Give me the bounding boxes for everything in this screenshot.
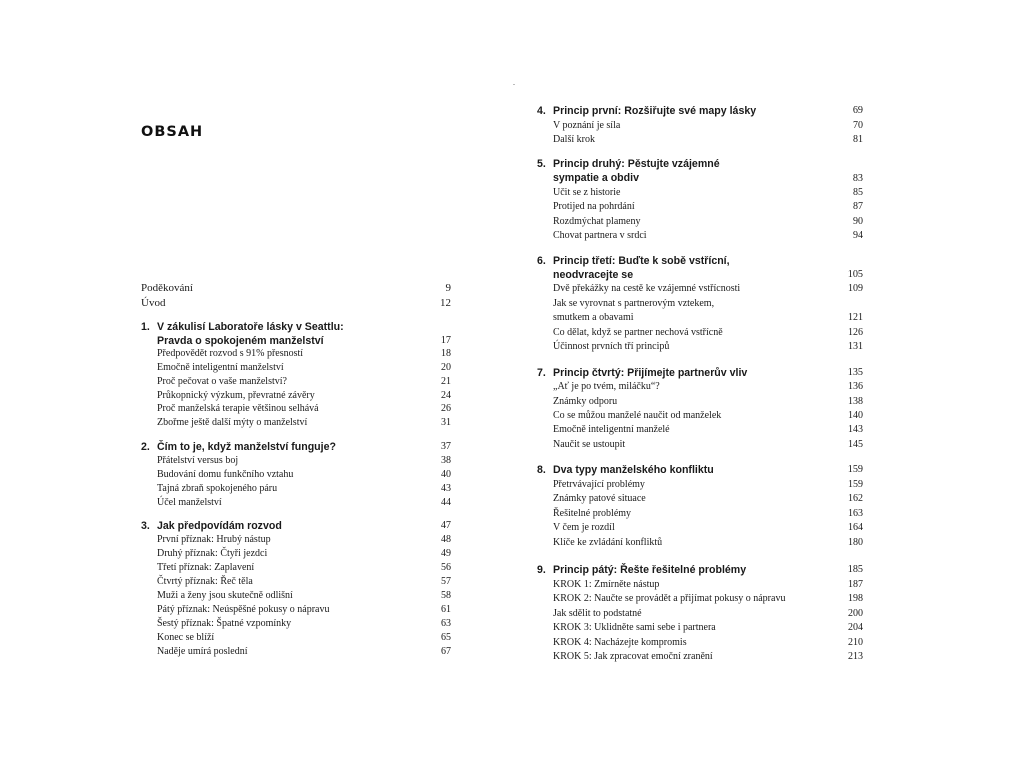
toc-subentry[interactable]: První příznak: Hrubý nástup 48: [157, 534, 451, 545]
toc-subentry[interactable]: V poznání je síla 70: [553, 120, 863, 131]
chapter-5-page: 83: [852, 173, 863, 184]
toc-subentry[interactable]: Třetí příznak: Zaplavení 56: [157, 562, 451, 573]
toc-subentry[interactable]: Přetrvávající problémy 159: [553, 479, 863, 490]
chapter-6-heading[interactable]: 6. Princip třetí: Buďte k sobě vstřícní, neodvracejte se: [537, 255, 730, 281]
toc-subentry[interactable]: Přátelství versus boj 38: [157, 455, 451, 466]
chapter-3-page: 47: [440, 520, 451, 531]
toc-subentry[interactable]: Předpovědět rozvod s 91% přesností 18: [157, 348, 451, 359]
toc-subentry[interactable]: Naučit se ustoupit 145: [553, 439, 863, 450]
chapter-4-heading[interactable]: 4. Princip první: Rozšiřujte své mapy lásky: [537, 105, 757, 117]
toc-subentry[interactable]: Čtvrtý příznak: Řeč těla 57: [157, 576, 451, 587]
toc-subentry[interactable]: Účel manželství 44: [157, 497, 451, 508]
toc-subentry[interactable]: Co dělat, když se partner nechová vstřícně 126: [553, 327, 863, 338]
toc-subentry[interactable]: Jak se vyrovnat s partnerovým vztekem,: [553, 298, 715, 309]
chapter-8-heading[interactable]: 8. Dva typy manželského konfliktu: [537, 464, 714, 476]
toc-subentry[interactable]: Protijed na pohrdání 87: [553, 201, 863, 212]
chapter-8-page: 159: [847, 464, 863, 475]
chapter-5-heading[interactable]: 5. Princip druhý: Pěstujte vzájemné sympatie a obdiv: [537, 158, 720, 184]
toc-subentry[interactable]: KROK 1: Zmírněte nástup 187: [553, 579, 863, 590]
toc-subentry[interactable]: Klíče ke zvládání konfliktů 180: [553, 537, 863, 548]
toc-subentry[interactable]: V čem je rozdíl 164: [553, 522, 863, 533]
chapter-3-heading[interactable]: 3. Jak předpovídám rozvod: [141, 520, 282, 532]
chapter-2-heading[interactable]: 2. Čím to je, když manželství funguje?: [141, 441, 336, 453]
toc-subentry[interactable]: Zbořme ještě další mýty o manželství 31: [157, 417, 451, 428]
toc-subentry[interactable]: KROK 3: Uklidněte sami sebe i partnera 204: [553, 622, 863, 633]
chapter-4-page: 69: [852, 105, 863, 116]
toc-subentry[interactable]: Chovat partnera v srdci 94: [553, 230, 863, 241]
toc-subentry[interactable]: Muži a ženy jsou skutečně odlišní 58: [157, 590, 451, 601]
toc-subentry[interactable]: Další krok 81: [553, 134, 863, 145]
toc-subentry[interactable]: Jak sdělit to podstatné 200: [553, 608, 863, 619]
toc-entry-acknowledgements[interactable]: Poděkování 9: [141, 282, 451, 294]
toc-subentry[interactable]: Řešitelné problémy 163: [553, 508, 863, 519]
page-title: OBSAH: [141, 124, 204, 140]
chapter-7-heading[interactable]: 7. Princip čtvrtý: Přijímejte partnerův vliv: [537, 367, 748, 379]
toc-subentry[interactable]: KROK 5: Jak zpracovat emoční zranění 213: [553, 651, 863, 662]
toc-entry-introduction[interactable]: Úvod 12: [141, 297, 451, 309]
toc-subentry[interactable]: Známky odporu 138: [553, 396, 863, 407]
toc-subentry[interactable]: Naděje umírá poslední 67: [157, 646, 451, 657]
toc-subentry[interactable]: Účinnost prvních tří principů 131: [553, 341, 863, 352]
scan-speck: [513, 84, 515, 85]
toc-subentry[interactable]: Tajná zbraň spokojeného páru 43: [157, 483, 451, 494]
toc-subentry[interactable]: Rozdmýchat plameny 90: [553, 216, 863, 227]
toc-subentry[interactable]: Šestý příznak: Špatné vzpomínky 63: [157, 618, 451, 629]
toc-subentry[interactable]: Známky patové situace 162: [553, 493, 863, 504]
toc-subentry[interactable]: Druhý příznak: Čtyři jezdci 49: [157, 548, 451, 559]
toc-subentry[interactable]: Dvě překážky na cestě ke vzájemné vstřícnosti 109: [553, 283, 863, 294]
toc-subentry[interactable]: Pátý příznak: Neúspěšné pokusy o nápravu 61: [157, 604, 451, 615]
chapter-1-heading[interactable]: 1. V zákulisí Laboratoře lásky v Seattlu: Pravda o spokojeném manželství: [141, 321, 344, 347]
toc-subentry[interactable]: KROK 2: Naučte se provádět a přijímat pokusy o nápravu 198: [553, 593, 863, 604]
toc-subentry[interactable]: KROK 4: Nacházejte kompromis 210: [553, 637, 863, 648]
toc-subentry[interactable]: „Ať je po tvém, miláčku“? 136: [553, 381, 863, 392]
chapter-1-page: 17: [440, 335, 451, 346]
toc-subentry[interactable]: Učit se z historie 85: [553, 187, 863, 198]
toc-subentry[interactable]: Budování domu funkčního vztahu 40: [157, 469, 451, 480]
toc-subentry[interactable]: Co se můžou manželé naučit od manželek 140: [553, 410, 863, 421]
toc-subentry[interactable]: Emočně inteligentní manželství 20: [157, 362, 451, 373]
chapter-9-page: 185: [847, 564, 863, 575]
chapter-2-page: 37: [440, 441, 451, 452]
chapter-6-page: 105: [847, 269, 863, 280]
chapter-7-page: 135: [847, 367, 863, 378]
toc-subentry[interactable]: Emočně inteligentní manželé 143: [553, 424, 863, 435]
chapter-9-heading[interactable]: 9. Princip pátý: Řešte řešitelné problémy: [537, 564, 747, 576]
toc-subentry[interactable]: Konec se blíží 65: [157, 632, 451, 643]
toc-subentry-continuation[interactable]: smutkem a obavami 121: [553, 312, 863, 323]
toc-subentry[interactable]: Proč pečovat o vaše manželství? 21: [157, 376, 451, 387]
toc-subentry[interactable]: Proč manželská terapie většinou selhává 26: [157, 403, 451, 414]
toc-subentry[interactable]: Průkopnický výzkum, převratné závěry 24: [157, 390, 451, 401]
